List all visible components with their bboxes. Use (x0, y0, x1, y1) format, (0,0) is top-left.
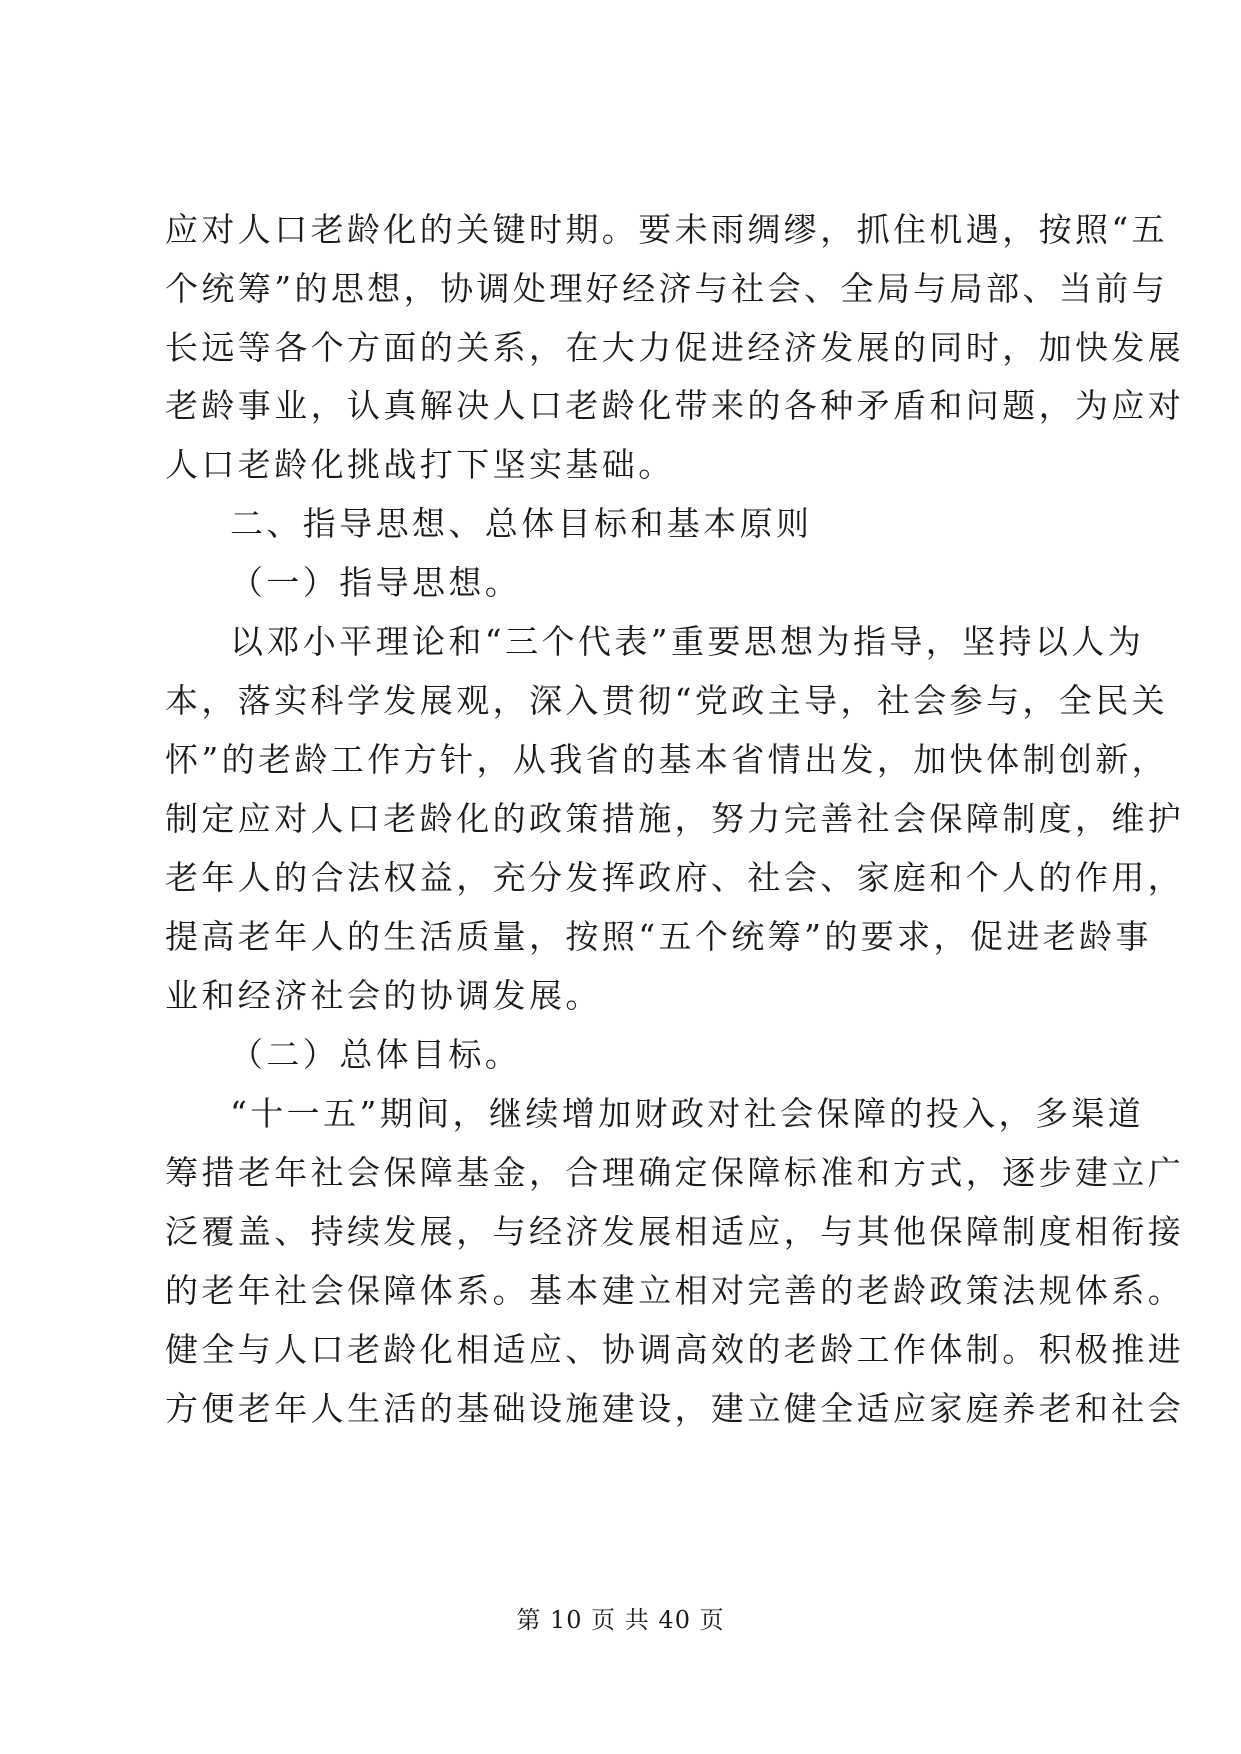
text-line: “十一五”期间，继续增加财政对社会保障的投入，多渠道 (230, 1094, 1145, 1133)
text-line: 老龄事业，认真解决人口老龄化带来的各种矛盾和问题，为应对 (165, 386, 1185, 425)
text-line: 健全与人口老龄化相适应、协调高效的老龄工作体制。积极推进 (165, 1330, 1185, 1369)
text-line: 老年人的合法权益，充分发挥政府、社会、家庭和个人的作用， (165, 858, 1185, 897)
text-line: 方便老年人生活的基础设施建设，建立健全适应家庭养老和社会 (165, 1389, 1185, 1428)
text-line: 个统筹”的思想，协调处理好经济与社会、全局与局部、当前与 (165, 269, 1169, 308)
text-line: 提高老年人的生活质量，按照“五个统筹”的要求，促进老龄事 (165, 917, 1152, 956)
subsection-heading: （二）总体目标。 (230, 1035, 522, 1074)
text-line: 人口老龄化挑战打下坚实基础。 (165, 445, 675, 484)
text-line: 本，落实科学发展观，深入贯彻“党政主导，社会参与，全民关 (165, 681, 1169, 720)
text-line: 业和经济社会的协调发展。 (165, 976, 602, 1015)
section-heading: 二、指导思想、总体目标和基本原则 (230, 504, 813, 543)
text-line: 以邓小平理论和“三个代表”重要思想为指导，坚持以人为 (230, 622, 1145, 661)
text-line: 制定应对人口老龄化的政策措施，努力完善社会保障制度，维护 (165, 799, 1185, 838)
page-number-footer: 第 10 页 共 40 页 (516, 1606, 725, 1634)
text-line: 筹措老年社会保障基金，合理确定保障标准和方式，逐步建立广 (165, 1153, 1185, 1192)
text-line: 应对人口老龄化的关键时期。要未雨绸缪，抓住机遇，按照“五 (165, 210, 1169, 249)
text-line: 泛覆盖、持续发展，与经济发展相适应，与其他保障制度相衔接 (165, 1212, 1185, 1251)
subsection-heading: （一）指导思想。 (230, 563, 522, 602)
text-line: 怀”的老龄工作方针，从我省的基本省情出发，加快体制创新， (165, 740, 1169, 779)
text-line: 的老年社会保障体系。基本建立相对完善的老龄政策法规体系。 (165, 1271, 1185, 1310)
text-line: 长远等各个方面的关系，在大力促进经济发展的同时，加快发展 (165, 328, 1185, 367)
